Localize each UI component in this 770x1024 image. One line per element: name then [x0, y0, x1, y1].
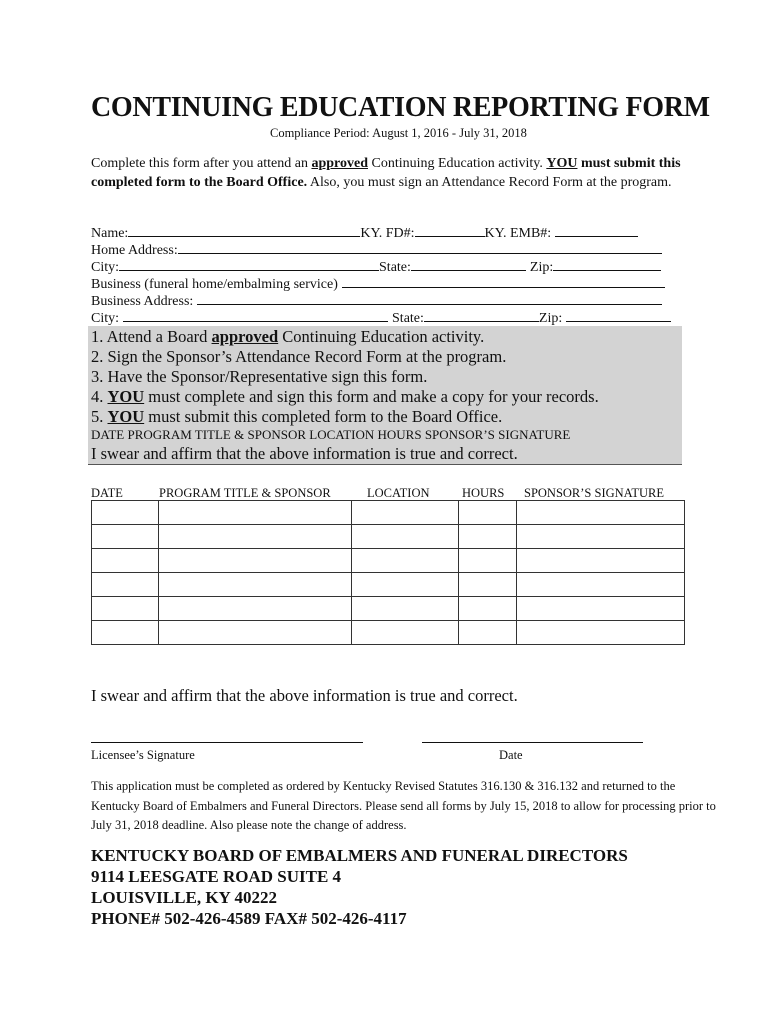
table-cell[interactable] — [92, 597, 159, 621]
ky-emb-field[interactable] — [555, 223, 638, 237]
table-cell[interactable] — [351, 621, 459, 645]
col-header-date: DATE — [91, 486, 123, 500]
table-cell[interactable] — [517, 621, 685, 645]
table-cell[interactable] — [517, 525, 685, 549]
ky-fd-field[interactable] — [415, 223, 485, 237]
instruction-4: 4. YOU must complete and sign this form and make a copy for your records. — [91, 387, 599, 406]
instruction-5: 5. YOU must submit this completed form to the Board Office. — [91, 407, 503, 426]
table-cell[interactable] — [459, 597, 517, 621]
home-address-label: Home Address: — [91, 243, 178, 258]
table-cell[interactable] — [92, 621, 159, 645]
business-label: Business (funeral home/embalming service) — [91, 277, 338, 292]
col-header-hours: HOURS — [462, 486, 505, 500]
table-cell[interactable] — [351, 573, 459, 597]
instruction-1: 1. Attend a Board approved Continuing Education activity. — [91, 327, 485, 346]
business-city-row — [91, 308, 671, 325]
board-phone-fax: PHONE# 502-426-4589 FAX# 502-426-4117 — [91, 909, 407, 928]
board-name: KENTUCKY BOARD OF EMBALMERS AND FUNERAL DIRECTORS — [91, 846, 628, 865]
notice-paragraph: This application must be completed as ordered by Kentucky Revised Statutes 316.130 & 316.132 and returned to the Kentucky Board of Embalmers and Funeral Directors. Please send all forms by July 15, 2018 to allow for processing prior to July 31, 2018 deadline. Also please note the change of address. — [91, 779, 716, 832]
name-label: Name: — [91, 226, 129, 241]
business-zip-field[interactable] — [566, 308, 671, 322]
table-cell[interactable] — [351, 597, 459, 621]
licensee-signature-field[interactable] — [91, 742, 363, 743]
licensee-signature-label: Licensee’s Signature — [91, 748, 195, 762]
board-street: 9114 LEESGATE ROAD SUITE 4 — [91, 867, 342, 886]
table-row — [92, 525, 685, 549]
city-label: City: — [91, 260, 120, 275]
table-cell[interactable] — [92, 573, 159, 597]
table-cell[interactable] — [351, 549, 459, 573]
instruction-3: 3. Have the Sponsor/Representative sign this form. — [91, 367, 428, 386]
table-cell[interactable] — [517, 573, 685, 597]
table-cell[interactable] — [158, 573, 351, 597]
name-row — [91, 223, 638, 240]
business-field[interactable] — [342, 274, 665, 288]
state-label: State: — [379, 260, 411, 275]
table-cell[interactable] — [158, 621, 351, 645]
business-address-field[interactable] — [197, 291, 662, 305]
table-cell[interactable] — [517, 549, 685, 573]
city-row — [91, 257, 661, 274]
business-address-row — [91, 291, 662, 308]
col-header-program: PROGRAM TITLE & SPONSOR — [159, 486, 331, 500]
business-city-label: City: — [91, 311, 120, 326]
table-cell[interactable] — [158, 501, 351, 525]
swear-statement-box: I swear and affirm that the above information is true and correct. — [91, 444, 518, 463]
table-cell[interactable] — [459, 549, 517, 573]
table-cell[interactable] — [459, 525, 517, 549]
form-title: CONTINUING EDUCATION REPORTING FORM — [91, 92, 710, 123]
table-cell[interactable] — [92, 549, 159, 573]
table-row — [92, 573, 685, 597]
table-cell[interactable] — [158, 525, 351, 549]
zip-field[interactable] — [553, 257, 661, 271]
state-field[interactable] — [411, 257, 526, 271]
table-cell[interactable] — [351, 525, 459, 549]
table-cell[interactable] — [517, 597, 685, 621]
business-address-label: Business Address: — [91, 294, 194, 309]
board-city: LOUISVILLE, KY 40222 — [91, 888, 277, 907]
table-cell[interactable] — [459, 573, 517, 597]
table-cell[interactable] — [158, 597, 351, 621]
business-zip-label: Zip: — [538, 311, 563, 326]
business-city-field[interactable] — [123, 308, 388, 322]
business-state-field[interactable] — [424, 308, 539, 322]
name-field[interactable] — [128, 223, 360, 237]
columns-caption: DATE PROGRAM TITLE & SPONSOR LOCATION HOURS SPONSOR’S SIGNATURE — [91, 427, 571, 442]
table-cell[interactable] — [92, 501, 159, 525]
table-row — [92, 597, 685, 621]
ky-fd-label: KY. FD#: — [360, 226, 415, 241]
table-row — [92, 621, 685, 645]
city-field[interactable] — [119, 257, 379, 271]
home-address-field[interactable] — [178, 240, 662, 254]
instruction-2: 2. Sign the Sponsor’s Attendance Record Form at the program. — [91, 347, 507, 366]
col-header-signature: SPONSOR’S SIGNATURE — [524, 486, 664, 500]
zip-label: Zip: — [529, 260, 554, 275]
table-cell[interactable] — [459, 501, 517, 525]
table-cell[interactable] — [92, 525, 159, 549]
table-row — [92, 501, 685, 525]
compliance-period: Compliance Period: August 1, 2016 - July 31, 2018 — [270, 126, 527, 140]
activity-log-table — [91, 500, 685, 645]
swear-statement: I swear and affirm that the above information is true and correct. — [91, 686, 518, 705]
intro-paragraph: Complete this form after you attend an approved Continuing Education activity. YOU must submit this completed form to the Board Office. Also, you must sign an Attendance Record Form at the program. — [91, 156, 681, 190]
table-row — [92, 549, 685, 573]
table-cell[interactable] — [351, 501, 459, 525]
col-header-location: LOCATION — [367, 486, 430, 500]
date-field[interactable] — [422, 742, 643, 743]
table-cell[interactable] — [517, 501, 685, 525]
home-address-row — [91, 240, 662, 257]
business-row — [91, 274, 665, 291]
business-state-label: State: — [392, 311, 424, 326]
ky-emb-label: KY. EMB#: — [484, 226, 552, 241]
date-label: Date — [499, 748, 523, 762]
table-cell[interactable] — [158, 549, 351, 573]
table-cell[interactable] — [459, 621, 517, 645]
